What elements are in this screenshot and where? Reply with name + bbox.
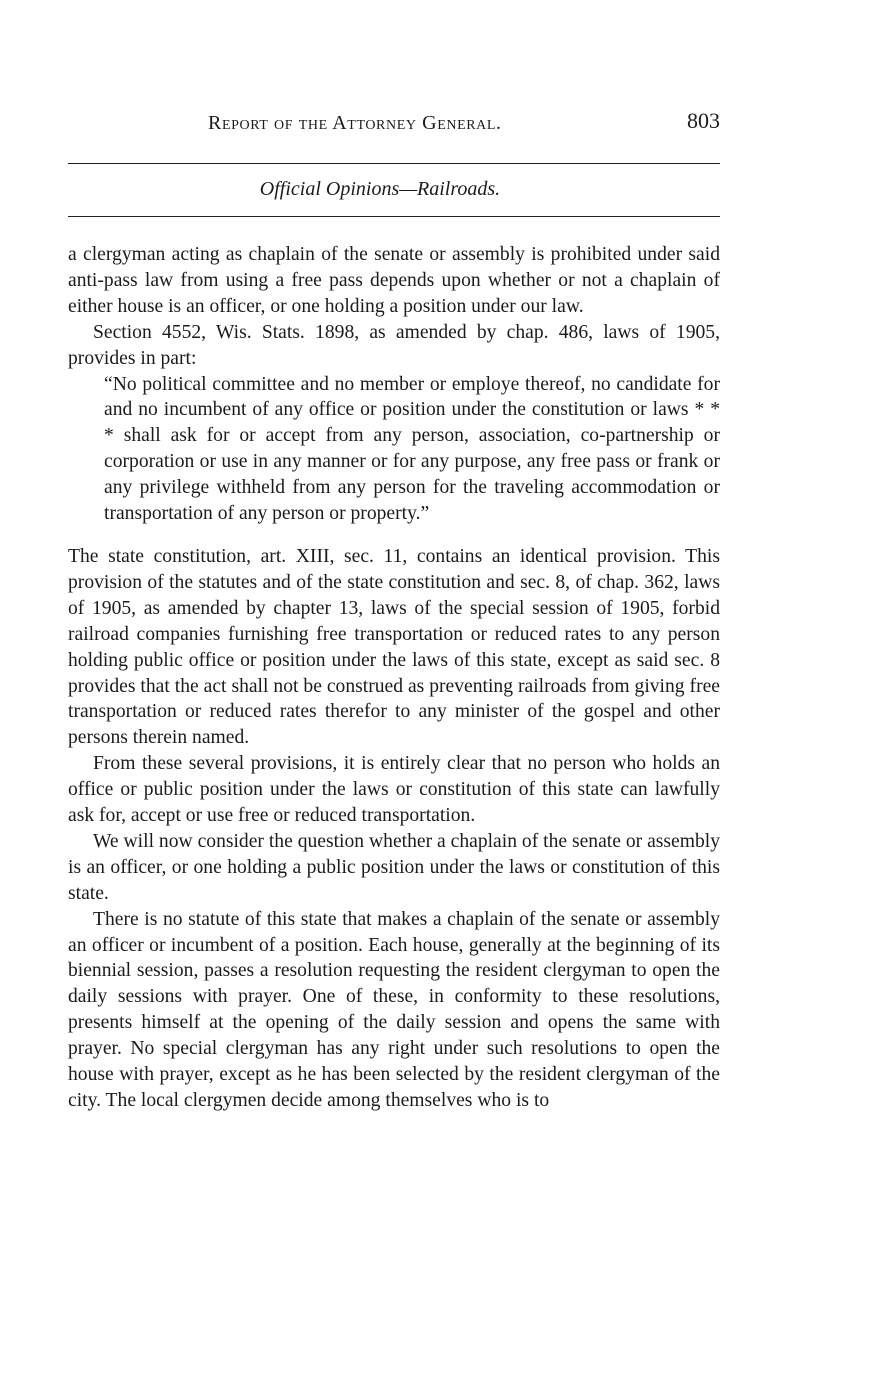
header-rule-bottom — [68, 216, 720, 217]
body-text — [68, 242, 720, 1114]
paragraph-constitution: The state constitution, art. XIII, sec. 11, contains an identical provision. This provision of the statutes and of the state constitution and sec. 8, of chap. 362, laws of 1905, as amended by chapter 13, laws of the special session of 1905, forbid railroad companies furnishing free transportation or reduced rates to any person holding public office or position under the laws of this state, except as said sec. 8 provides that the act shall not be construed as preventing railroads from giving free transportation or reduced rates therefor to any minister of the gospel and other persons therein named. — [68, 545, 720, 749]
page-number: 803 — [687, 108, 720, 133]
paragraph-question: We will now consider the question whether a chaplain of the senate or assembly is an officer, or one holding a public position under the laws or constitution of this state. — [68, 830, 720, 904]
header-rule-top — [68, 163, 720, 164]
paragraph-chaplain: There is no statute of this state that makes a chaplain of the senate or assembly an officer or incumbent of a position. Each house, generally at the beginning of its biennial session, passes a resolution requesting the resident clergyman to open the daily sessions with prayer. One of these, in conformity to these resolutions, presents himself at the opening of the daily session and opens the same with prayer. No special clergyman has any right under such resolutions to open the house with prayer, except as he has been selected by the resident clergyman of the city. The local clergymen decide among themselves who is to — [68, 908, 720, 1111]
paragraph-statute-intro: Section 4552, Wis. Stats. 1898, as amended by chap. 486, laws of 1905, provides in part: — [68, 321, 720, 369]
section-title: Official Opinions—Railroads. — [259, 178, 501, 200]
block-quote: “No political committee and no member or employe thereof, no candidate for and no incumbent of any office or position under the constitution or laws * * * shall ask for or accept from any person, association, co-partnership or corporation or use in any manner or for any purpose, any free pass or frank or any privilege withheld from any person for the traveling accommodation or transportation of any person or property.” — [104, 373, 720, 525]
paragraph-conclusion: From these several provisions, it is entirely clear that no person who holds an office or public position under the laws or constitution of this state can lawfully ask for, accept or use free or reduced transportation. — [68, 753, 720, 827]
paragraph-continued: a clergyman acting as chaplain of the senate or assembly is prohibited under said anti-pass law from using a free pass depends upon whether or not a chaplain of either house is an officer, or one holding a position under our law. — [68, 244, 720, 317]
running-title: Report of the Attorney General. — [208, 112, 502, 134]
running-head — [68, 108, 720, 138]
